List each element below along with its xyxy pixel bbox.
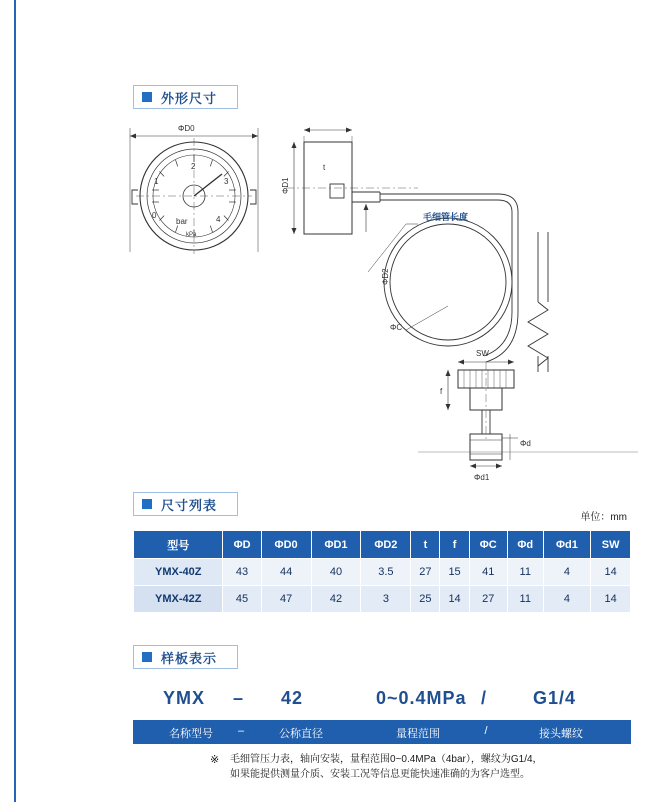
table-header-row	[134, 531, 631, 559]
col-header-phid: Φd	[507, 531, 543, 559]
section-header-outline	[133, 85, 238, 109]
cell-phiD0: 44	[261, 559, 311, 586]
svg-text:t: t	[323, 163, 326, 172]
cell-phiC: 41	[469, 559, 507, 586]
svg-text:ΦD2: ΦD2	[381, 268, 390, 285]
cell-sw: 14	[591, 586, 631, 613]
svg-text:kPa: kPa	[186, 232, 197, 238]
col-header-phiD2: ΦD2	[361, 531, 411, 559]
section-header-dimension-table	[133, 492, 238, 516]
svg-text:0: 0	[152, 211, 157, 220]
dimension-table	[133, 530, 631, 613]
col-header-phid1: Φd1	[543, 531, 591, 559]
square-bullet-icon	[142, 92, 152, 102]
cell-f: 15	[440, 559, 469, 586]
svg-text:1: 1	[154, 177, 159, 186]
svg-text:毛细管长度: 毛细管长度	[423, 212, 469, 222]
svg-text:ΦC: ΦC	[390, 323, 403, 332]
footnote-star: ※	[210, 754, 220, 766]
cell-sw: 14	[591, 559, 631, 586]
cell-model: YMX-40Z	[134, 559, 223, 586]
section-title-outline: 外形尺寸	[161, 90, 218, 106]
cell-phiD: 43	[223, 559, 261, 586]
sample-part-thread: G1/4	[533, 688, 577, 708]
cell-phiD0: 47	[261, 586, 311, 613]
col-header-f: f	[440, 531, 469, 559]
svg-text:SW: SW	[476, 349, 489, 358]
footnote-line-2: 如果能提供测量介质、安装工况等信息更能快速准确的为客户选型。	[230, 769, 530, 780]
cell-phiD1: 42	[311, 586, 361, 613]
cell-model: YMX-42Z	[134, 586, 223, 613]
sample-part-dash: –	[233, 688, 245, 708]
footnote-line-1: 毛细管压力表，轴向安装，量程范围0~0.4MPa（4bar），螺纹为G1/4，	[230, 754, 543, 765]
cell-phiC: 27	[469, 586, 507, 613]
square-bullet-icon	[142, 652, 152, 662]
unit-note: 单位：mm	[580, 512, 627, 523]
cell-phid1: 4	[543, 559, 591, 586]
col-header-phiD1: ΦD1	[311, 531, 361, 559]
svg-text:Φd: Φd	[520, 439, 531, 448]
svg-text:ΦD1: ΦD1	[281, 177, 290, 194]
col-header-phiC: ΦC	[469, 531, 507, 559]
outline-drawing	[118, 112, 648, 482]
section-header-sample	[133, 645, 238, 669]
svg-text:4: 4	[216, 215, 221, 224]
square-bullet-icon	[142, 499, 152, 509]
section-title-sample: 样板表示	[161, 650, 218, 666]
col-header-phiD0: ΦD0	[261, 531, 311, 559]
cell-phiD2: 3.5	[361, 559, 411, 586]
cell-t: 25	[411, 586, 440, 613]
section-title-dimension-table: 尺寸列表	[161, 497, 218, 513]
sample-part-name: YMX	[163, 688, 206, 708]
cell-f: 14	[440, 586, 469, 613]
table-row	[134, 559, 631, 586]
svg-text:2: 2	[191, 162, 196, 171]
cell-phid: 11	[507, 586, 543, 613]
svg-text:3: 3	[224, 177, 229, 186]
cell-phiD1: 40	[311, 559, 361, 586]
svg-text:ΦD0: ΦD0	[178, 124, 195, 133]
sample-part-range: 0~0.4MPa	[376, 688, 467, 708]
svg-text:bar: bar	[176, 217, 188, 226]
legend-thread: 接头螺纹	[539, 728, 583, 740]
legend-dash: –	[237, 725, 245, 737]
col-header-sw: SW	[591, 531, 631, 559]
col-header-t: t	[411, 531, 440, 559]
svg-text:Φd1: Φd1	[474, 473, 490, 482]
col-header-phiD: ΦD	[223, 531, 261, 559]
legend-diameter: 公称直径	[279, 728, 323, 740]
footnote	[210, 752, 630, 782]
cell-phid: 11	[507, 559, 543, 586]
table-row	[134, 586, 631, 613]
sample-legend-bar	[133, 720, 631, 744]
legend-slash: /	[484, 725, 488, 737]
page-left-rule	[14, 0, 16, 802]
svg-text:f: f	[440, 387, 443, 396]
sample-part-diameter: 42	[281, 688, 304, 708]
cell-phiD: 45	[223, 586, 261, 613]
col-header-model: 型号	[134, 531, 223, 559]
sample-part-slash: /	[481, 688, 488, 708]
cell-phid1: 4	[543, 586, 591, 613]
sample-model-row	[133, 688, 631, 716]
legend-name: 名称型号	[169, 728, 213, 740]
cell-phiD2: 3	[361, 586, 411, 613]
legend-range: 量程范围	[396, 728, 440, 740]
cell-t: 27	[411, 559, 440, 586]
